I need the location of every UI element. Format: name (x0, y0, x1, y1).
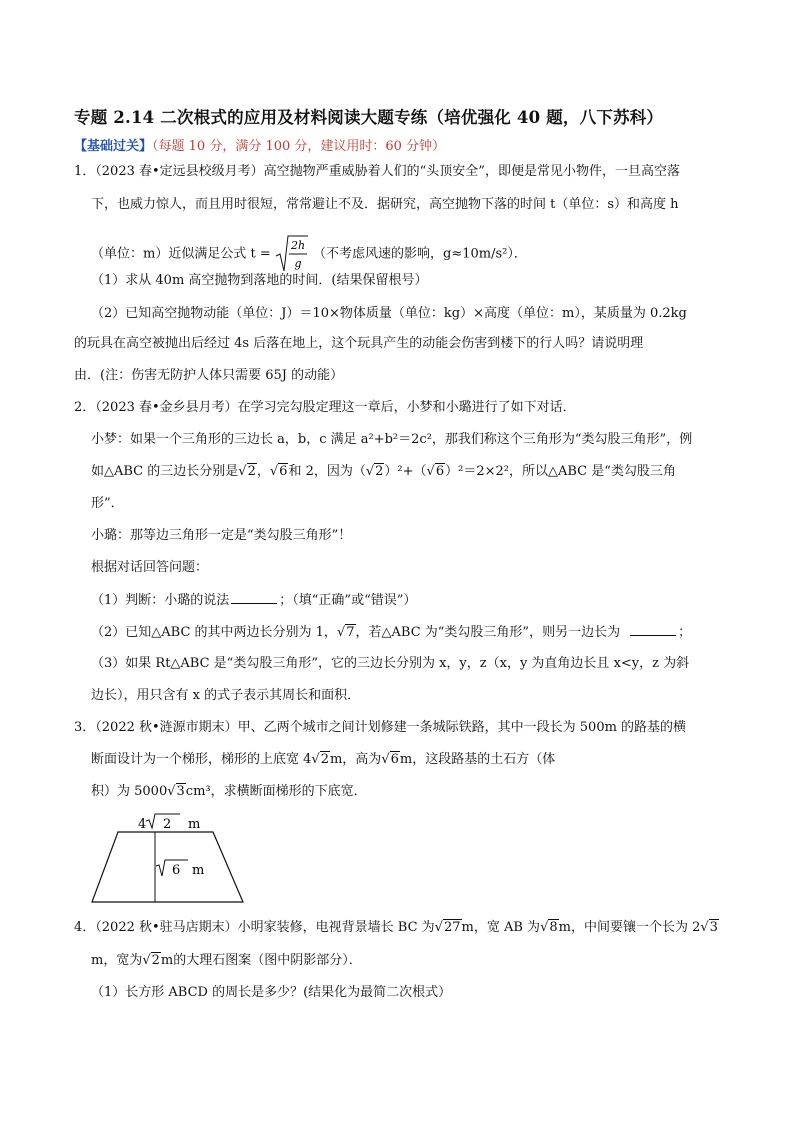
q2-part-3: （3）如果 Rt△ABC 是“类勾股三角形”，它的三边长分别为 x，y，z（x，y 为直角边长且 x<y，z 为斜 (91, 656, 690, 671)
q2-line-4: 形”． (91, 496, 124, 511)
q2-line-10: 边长），用只含有 x 的式子表示其周长和面积． (91, 688, 361, 703)
sqrt-6-a: √6 (269, 464, 288, 479)
sqrt-7: √7 (336, 625, 355, 640)
q1-line-2: 下，也威力惊人，而且用时很短，常常避让不及．据研究，高空抛物下落的时间 t（单位：s）和高度 h (91, 197, 679, 212)
q1-part-1: （1）求从 40m 高空抛物到落地的时间．(结果保留根号） (91, 273, 428, 288)
top-label-rad: 2 (163, 817, 172, 832)
q2-line-5: 小璐：那等边三角形一定是“类勾股三角形”！ (91, 528, 352, 543)
section-note: （每题 10 分，满分 100 分，建议用时：60 分钟） (152, 139, 446, 154)
sqrt-2-d: √2 (142, 953, 160, 968)
q1-formula-lead: （单位：m）近似满足公式 t = (91, 246, 271, 262)
q3-line-3: 积）为 5000√3cm³，求横断面梯形的下底宽． (91, 784, 367, 799)
q1-line-7: 由．(注：伤害无防护人体只需要 65J 的动能） (74, 368, 344, 383)
sqrt-3-b: √3 (700, 920, 718, 935)
height-label-unit: m (192, 863, 205, 878)
q1-part-2: （2）已知高空抛物动能（单位：J）＝10×物体质量（单位：kg）×高度（单位：m），某质量为 0.2kg (91, 306, 687, 321)
q4-line-1: 4．（2022 秋•驻马店期末）小明家装修，电视背景墙长 BC 为√27m，宽 AB 为√8m，中间要镶一个长为 2√3 (74, 920, 718, 935)
q2-line-3: 如△ABC 的三边长分别是√2，√6和 2，因为（√2）²+（√6）²＝2×2²，所以△ABC 是“类勾股三角 (91, 464, 676, 479)
q2-line-6: 根据对话回答问题： (91, 560, 209, 575)
top-label-coef: 4 (138, 817, 147, 832)
q3-line-2: 断面设计为一个梯形，梯形的上底宽 4√2m，高为√6m，这段路基的土石方（体 (91, 752, 556, 767)
q1-frac-numerator: 2h (290, 239, 305, 252)
sqrt-2-c: √2 (311, 752, 329, 767)
top-label-unit: m (188, 817, 201, 832)
q4-line-2: m，宽为√2m的大理石图案（图中阴影部分）． (91, 953, 362, 968)
q4-part-1: （1）长方形 ABCD 的周长是多少？(结果化为最简二次根式） (91, 985, 452, 1000)
sqrt-2-b: √2 (365, 464, 384, 479)
sqrt-2-a: √2 (238, 464, 256, 479)
q1-line-6: 的玩具在高空被抛出后经过 4s 后落在地上，这个玩具产生的动能会伤害到楼下的行人吗？请说明理 (74, 336, 644, 351)
q1-line-3 (91, 234, 527, 274)
q1-formula-sqrt (275, 234, 309, 274)
q2-line-1: 2．（2023 春•金乡县月考）在学习完勾股定理这一章后，小梦和小璐进行了如下对话． (74, 400, 576, 415)
sqrt-27: √27 (434, 920, 461, 935)
q1-line-1: 1．（2023 春•定远县校级月考）高空抛物严重威胁着人们的“头顶安全”，即便是常见小物件，一旦高空落 (74, 164, 680, 179)
sqrt-3-a: √3 (167, 784, 185, 799)
q2-line-2: 小梦：如果一个三角形的三边长 a，b，c 满足 a²+b²＝2c²，那我们称这个三角形为“类勾股三角形”，例 (91, 432, 693, 447)
q1-frac-denominator: g (294, 257, 302, 270)
q2-part-2: （2）已知△ABC 的其中两边长分别为 1，√7，若△ABC 为“类勾股三角形”，则另一边长为 ； (91, 625, 692, 640)
section-label: 【基础过关】 (74, 139, 153, 154)
q3-line-1: 3．（2022 秋•涟源市期末）甲、乙两个城市之间计划修建一条城际铁路，其中一段长为 500m 的路基的横 (74, 720, 687, 735)
answer-blank-1[interactable] (231, 591, 277, 604)
sqrt-6-b: √6 (426, 464, 445, 479)
trapezoid-diagram (88, 808, 248, 912)
sqrt-6-c: √6 (381, 752, 399, 767)
q1-formula-tail: （不考虑风速的影响，g≈10m/s²）． (313, 246, 527, 262)
sqrt-8: √8 (540, 920, 558, 935)
q2-part-1: （1）判断：小璐的说法 ；（填“正确”或“错误”） (91, 593, 417, 608)
answer-blank-2[interactable] (630, 623, 676, 636)
page-title: 专题 2.14 二次根式的应用及材料阅读大题专练（培优强化 40 题，八下苏科） (74, 108, 664, 127)
section-header (74, 135, 445, 154)
height-label-rad: 6 (172, 863, 181, 878)
trapezoid-shape (92, 832, 243, 902)
